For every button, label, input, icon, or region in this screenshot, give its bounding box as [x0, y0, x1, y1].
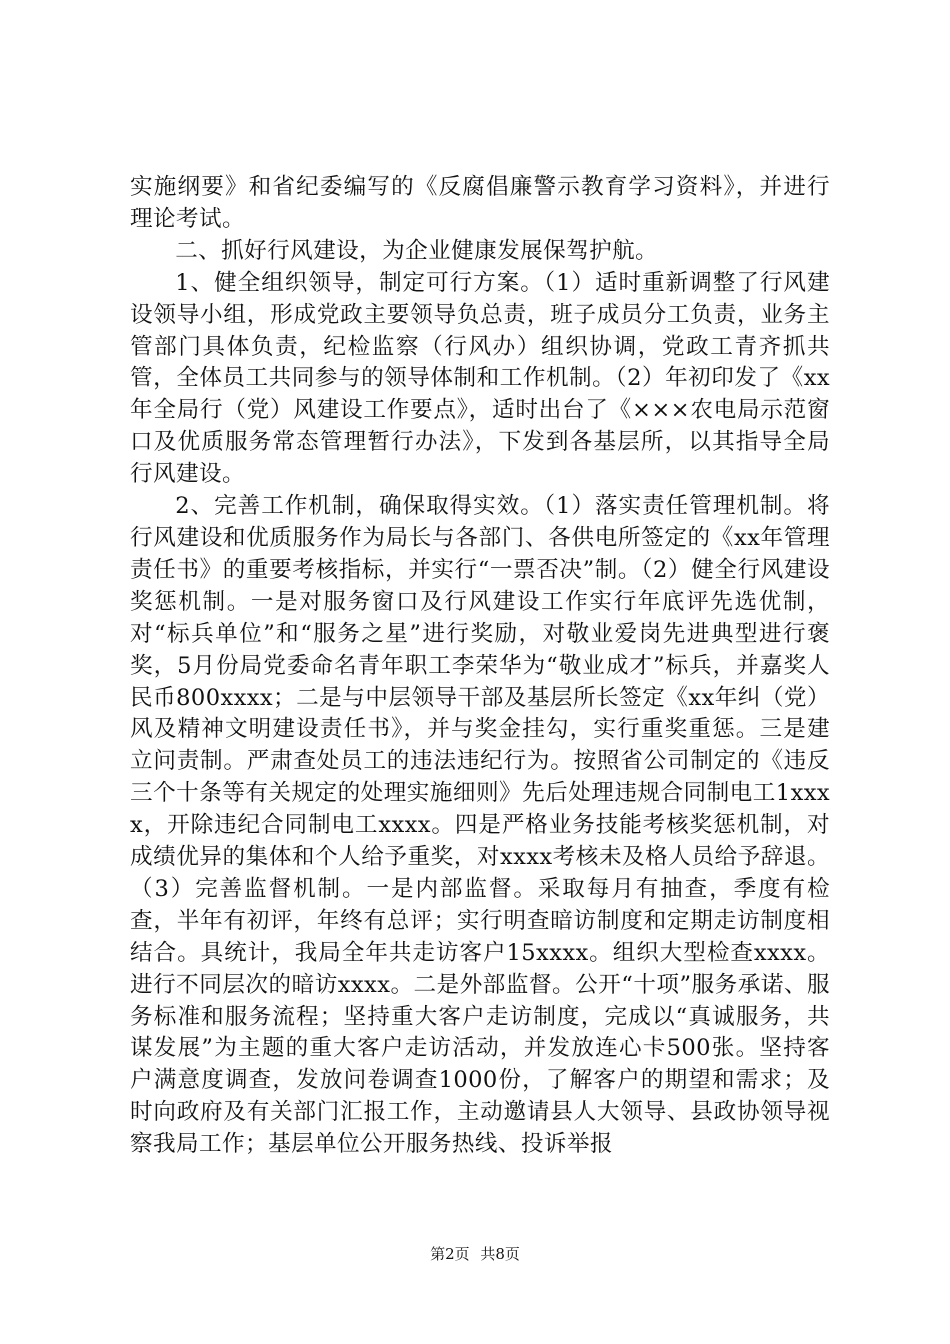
page-number-total: 共8页: [480, 1245, 520, 1263]
paragraph-3: 1、健全组织领导，制定可行方案。（1）适时重新调整了行风建设领导小组，形成党政主要领导负总责，班子成员分工负责，业务主管部门具体负责，纪检监察（行风办）组织协调，党政工青齐抓共管，全体员工共同参与的领导体制和工作机制。（2）年初印发了《xx年全局行（党）风建设工作要点》，适时出台了《×××农电局示范窗口及优质服务常态管理暂行办法》，下发到各基层所，以其指导全局行风建设。: [130, 269, 830, 488]
page-number-current: 第2页: [430, 1245, 470, 1263]
page-footer: [0, 1243, 950, 1264]
paragraph-2-heading: 二、抓好行风建设，为企业健康发展保驾护航。: [175, 237, 659, 264]
paragraph-4: 2、完善工作机制，确保取得实效。（1）落实责任管理机制。将行风建设和优质服务作为局长与各部门、各供电所签定的《xx年管理责任书》的重要考核指标，并实行“一票否决”制。（2）健全行风建设奖惩机制。一是对服务窗口及行风建设工作实行年底评先选优制，对“标兵单位”和“服务之星”进行奖励，对敬业爱岗先进典型进行褒奖，5月份局党委命名青年职工李荣华为“敬业成才”标兵，并嘉奖人民币800xxxx；二是与中层领导干部及基层所长签定《xx年纠（党）风及精神文明建设责任书》，并与奖金挂勾，实行重奖重惩。三是建立问责制。严肃查处员工的违法违纪行为。按照省公司制定的《违反三个十条等有关规定的处理实施细则》先后处理违规合同制电工1xxxx，开除违纪合同制电工xxxx。四是严格业务技能考核奖惩机制，对成绩优异的集体和个人给予重奖，对xxxx考核未及格人员给予辞退。（3）完善监督机制。一是内部监督。采取每月有抽查，季度有检查，半年有初评，年终有总评；实行明查暗访制度和定期走访制度相结合。具统计，我局全年共走访客户15xxxx。组织大型检查xxxx。进行不同层次的暗访xxxx。二是外部监督。公开“十项”服务承诺、服务标准和服务流程；坚持重大客户走访制度，完成以“真诚服务，共谋发展”为主题的重大客户走访活动，并发放连心卡500张。坚持客户满意度调查，发放问卷调查1000份，了解客户的期望和需求；及时向政府及有关部门汇报工作，主动邀请县人大领导、县政协领导视察我局工作；基层单位公开服务热线、投诉举报: [130, 493, 830, 1158]
document-body: [130, 172, 830, 1161]
paragraph-1: 实施纲要》和省纪委编写的《反腐倡廉警示教育学习资料》，并进行理论考试。: [130, 174, 830, 232]
